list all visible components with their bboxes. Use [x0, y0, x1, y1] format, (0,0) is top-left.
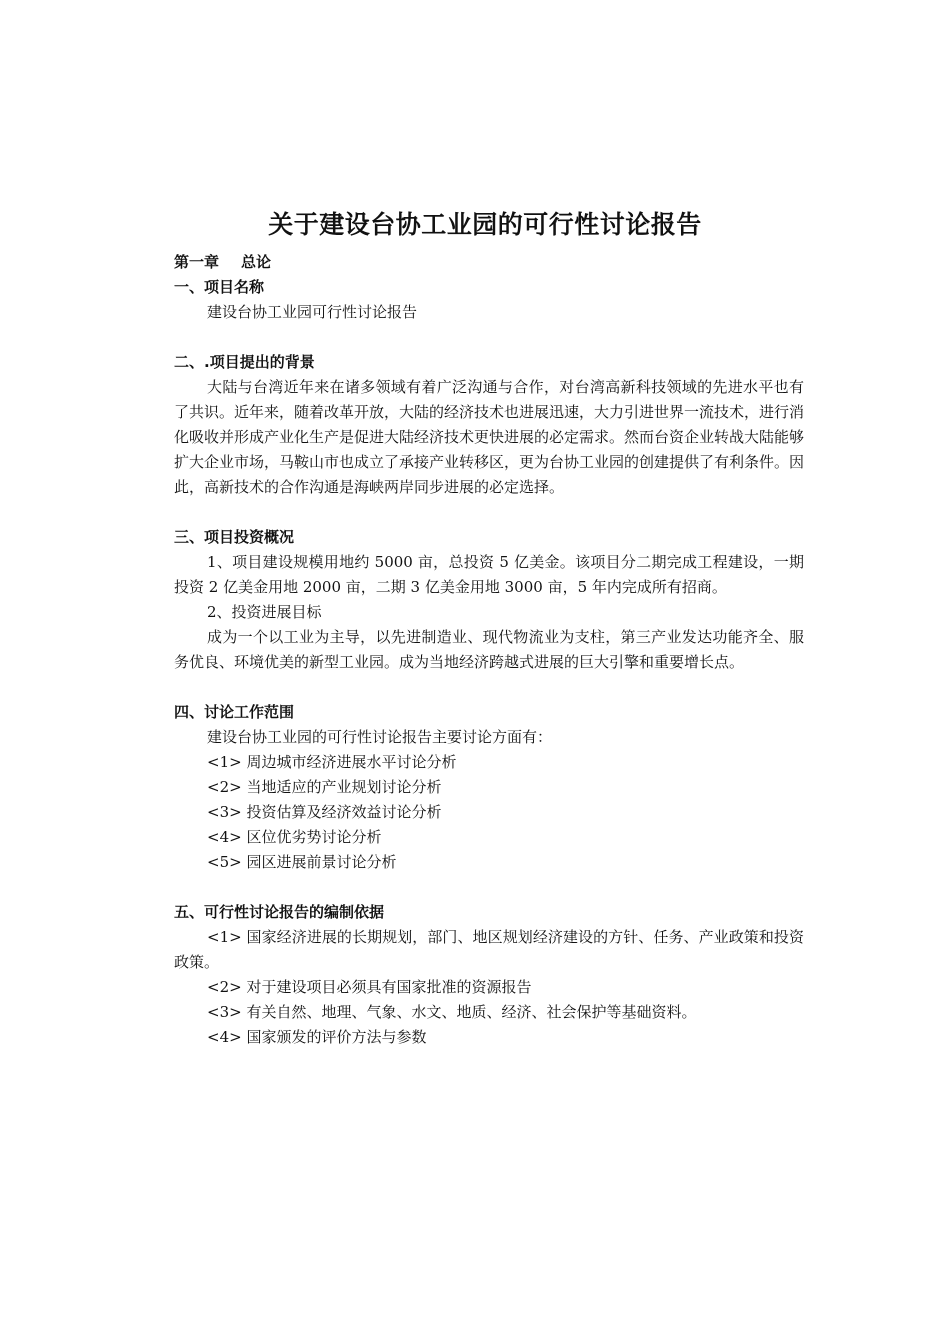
scope-list-item: <1> 周边城市经济进展水平讨论分析	[207, 753, 457, 771]
chapter-name: 总论	[241, 253, 272, 271]
section-heading-background: 二、.项目提出的背景	[174, 353, 315, 371]
section-heading-basis: 五、可行性讨论报告的编制依据	[174, 903, 385, 921]
chapter-heading	[174, 250, 804, 275]
background-paragraph: 大陆与台湾近年来在诸多领域有着广泛沟通与合作，对台湾高新科技领域的先进水平也有了共识。近年来，随着改革开放，大陆的经济技术也进展迅速，大力引进世界一流技术，进行消化吸收并形成产业化生产是促进大陆经济技术更快进展的必定需求。然而台资企业转战大陆能够扩大企业市场，马鞍山市也成立了承接产业转移区，更为台协工业园的创建提供了有利条件。因此，高新技术的合作沟通是海峡两岸同步进展的必定选择。	[174, 378, 805, 496]
investment-goal-paragraph: 成为一个以工业为主导，以先进制造业、现代物流业为支柱，第三产业发达功能齐全、服务优良、环境优美的新型工业园。成为当地经济跨越式进展的巨大引擎和重要增长点。	[174, 628, 804, 671]
basis-list-item: <3> 有关自然、地理、气象、水文、地质、经济、社会保护等基础资料。	[207, 1003, 697, 1021]
section-heading-scope: 四、讨论工作范围	[174, 703, 295, 721]
chapter-number: 第一章	[174, 253, 220, 271]
basis-list-item: <4> 国家颁发的评价方法与参数	[207, 1028, 427, 1046]
basis-list-item: <2> 对于建设项目必须具有国家批准的资源报告	[207, 978, 532, 996]
project-name-text: 建设台协工业园可行性讨论报告	[207, 303, 418, 321]
section-heading-project-name: 一、项目名称	[174, 278, 265, 296]
investment-scale-paragraph: 1、项目建设规模用地约 5000 亩，总投资 5 亿美金。该项目分二期完成工程建设，一期投资 2 亿美金用地 2000 亩，二期 3 亿美金用地 3000 亩，5 年内完成所有招商。	[174, 553, 804, 596]
basis-list-item: <1> 国家经济进展的长期规划，部门、地区规划经济建设的方针、任务、产业政策和投资政策。	[174, 928, 804, 971]
section-heading-investment: 三、项目投资概况	[174, 528, 295, 546]
document-title: 关于建设台协工业园的可行性讨论报告	[268, 210, 702, 239]
scope-list-item: <2> 当地适应的产业规划讨论分析	[207, 778, 442, 796]
scope-intro: 建设台协工业园的可行性讨论报告主要讨论方面有：	[207, 728, 553, 746]
scope-list-item: <4> 区位优劣势讨论分析	[207, 828, 382, 846]
scope-list-item: <5> 园区进展前景讨论分析	[207, 853, 397, 871]
scope-list-item: <3> 投资估算及经济效益讨论分析	[207, 803, 442, 821]
document-body	[174, 250, 804, 1050]
investment-goal-label: 2、投资进展目标	[207, 603, 322, 621]
